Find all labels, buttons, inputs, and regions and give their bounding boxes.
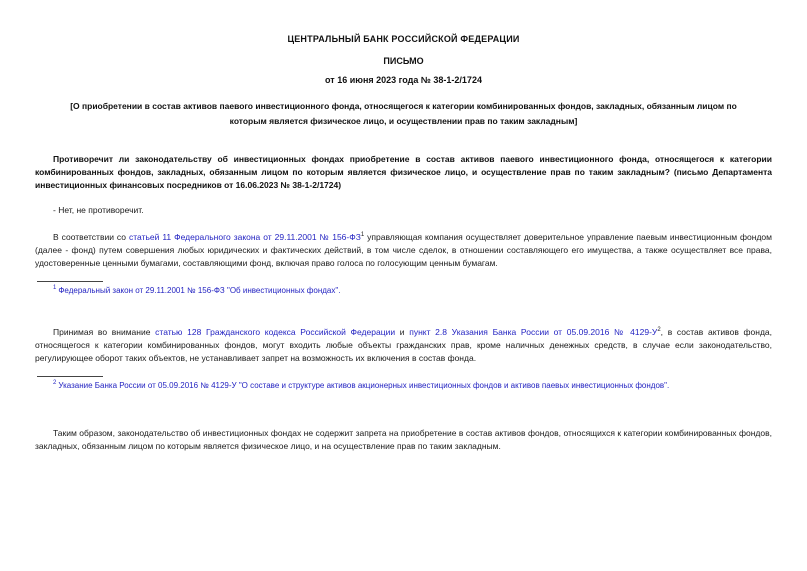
answer-line: - Нет, не противоречит. <box>53 205 144 215</box>
footnote-divider <box>37 376 103 377</box>
issuer-title: ЦЕНТРАЛЬНЫЙ БАНК РОССИЙСКОЙ ФЕДЕРАЦИИ <box>287 34 520 44</box>
document-subject: [О приобретении в состав активов паевого инвестиционного фонда, относящегося к категории комбинированных фондов, закладных, обязанным лицом по которым является физическое лицо, и осуществлении прав по таким закладным] <box>70 101 737 126</box>
footnote-link[interactable]: Указание Банка России от 05.09.2016 № 4129-У "О составе и структуре активов акционерных инвестиционных фондов и активов паевых инвестиционных фондов". <box>58 381 670 390</box>
footnote-marker: 1 <box>53 285 57 292</box>
body-paragraph-1 <box>35 231 772 270</box>
text-segment: В соответствии со <box>53 232 129 242</box>
legal-reference-link[interactable]: статью 128 Гражданского кодекса Российской Федерации <box>155 327 396 337</box>
text-segment: и <box>395 327 410 337</box>
legal-reference-link[interactable]: статьей 11 Федерального закона от 29.11.2001 № 156-ФЗ <box>128 232 361 242</box>
text-segment: управляющая компания осуществляет доверительное управление паевым инвестиционным фондом (далее - фонд) путем совершения любых юридических и фактических действий, в том числе сделок, в отношении составляющего его имущества, а также осуществляет все права, удостоверенные ценными бумагами, составляющими фонд, включая право голоса по голосующим ценным бумагам. <box>35 232 772 268</box>
footnote-block-1 <box>35 281 772 296</box>
closing-paragraph: Таким образом, законодательство об инвестиционных фондах не содержит запрета на приобретение в состав активов фондов, относящихся к категории комбинированных фондов, закладных, обязанным лицом по которым является физическое лицо, и на осуществление прав по таким закладным. <box>35 428 772 451</box>
footnote-ref-marker: 2 <box>657 327 661 334</box>
legal-reference-link[interactable]: пункт 2.8 Указания Банка России от 05.09.2016 № 4129-У <box>409 327 658 337</box>
body-paragraph-2 <box>35 326 772 365</box>
footnote-divider <box>37 281 103 282</box>
document-type: ПИСЬМО <box>383 56 424 66</box>
footnote-ref-marker: 1 <box>360 232 365 239</box>
question-paragraph: Противоречит ли законодательству об инвестиционных фондах приобретение в состав активов паевого инвестиционного фонда, относящегося к категории комбинированных фондов, закладных, обязанным лицом по которым является физическое лицо, и осуществление прав по таким закладным? (письмо Департамента инвестиционных финансовых посредников от 16.06.2023 № 38-1-2/1724) <box>35 154 772 190</box>
footnote-2 <box>53 380 772 391</box>
footnote-block-2 <box>35 376 772 391</box>
text-segment: , в состав активов фонда, относящегося к категории комбинированных фондов, могут входить любые объекты гражданских прав, кроме наличных денежных средств, в случае если законодательство, регулирующее оборот таких объектов, не устанавливает запрет на возможность их включения в состав фонда. <box>35 327 772 363</box>
footnote-1 <box>53 285 772 296</box>
document-date-number: от 16 июня 2023 года № 38-1-2/1724 <box>325 75 482 85</box>
footnote-link[interactable]: Федеральный закон от 29.11.2001 № 156-ФЗ "Об инвестиционных фондах". <box>58 286 341 295</box>
footnote-marker: 2 <box>53 380 57 387</box>
text-segment: Принимая во внимание <box>53 327 156 337</box>
